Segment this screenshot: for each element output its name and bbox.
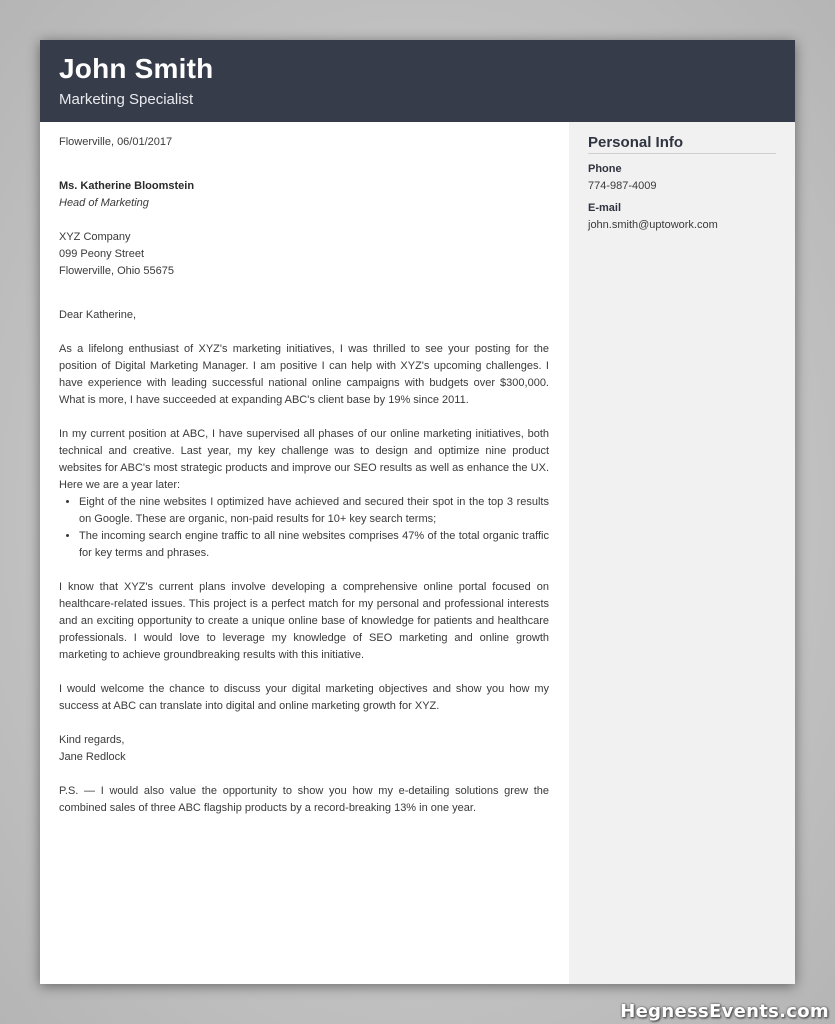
salutation: Dear Katherine, <box>59 309 137 321</box>
personal-info-sidebar <box>569 122 795 984</box>
email-value: john.smith@uptowork.com <box>588 219 718 231</box>
list-item: • Eight of the nine websites I optimized have achieved and secured their spot in the top 3 results on Google. These are organic, non-paid results for 10+ key search terms; <box>79 494 549 528</box>
closing-line: Kind regards, <box>59 734 125 746</box>
company-city: Flowerville, Ohio 55675 <box>59 265 174 277</box>
date-line: Flowerville, 06/01/2017 <box>59 136 173 148</box>
paragraph-intro: As a lifelong enthusiast of XYZ's marketing initiatives, I was thrilled to see your posting for the position of Digital Marketing Manager. I am positive I can help with XYZ's upcoming challenges. I have experience with leading successful national online campaigns with budgets over $300,000. What is more, I have succeeded at expanding ABC's client base by 19% since 2011. <box>59 343 549 406</box>
company-name: XYZ Company <box>59 231 131 243</box>
personal-info-heading: Personal Info <box>588 134 776 154</box>
applicant-title: Marketing Specialist <box>59 91 194 108</box>
company-street: 099 Peony Street <box>59 248 145 260</box>
applicant-name: John Smith <box>59 53 214 84</box>
document-page <box>40 40 795 984</box>
header-bar <box>40 40 795 122</box>
letter-body <box>59 122 549 817</box>
email-label: E-mail <box>588 202 622 214</box>
achievement-list <box>59 494 549 562</box>
paragraph-experience: In my current position at ABC, I have supervised all phases of our online marketing initiatives, both technical and creative. Last year, my key challenge was to design and optimize nine product websites for ABC's most strategic products and improve our SEO results as well as enhance the UX. Here we are a year later: <box>59 428 549 491</box>
signature-name: Jane Redlock <box>59 751 126 763</box>
paragraph-call-to-action: I would welcome the chance to discuss your digital marketing objectives and show you how my success at ABC can translate into digital and online marketing growth for XYZ. <box>59 683 549 712</box>
phone-value: 774-987-4009 <box>588 180 657 192</box>
list-item: • The incoming search engine traffic to all nine websites comprises 47% of the total organic traffic for key terms and phrases. <box>79 528 549 562</box>
watermark-text: HegnessEvents.com <box>620 1001 829 1022</box>
paragraph-motivation: I know that XYZ's current plans involve developing a comprehensive online portal focused on healthcare-related issues. This project is a perfect match for my personal and professional interests and an exciting opportunity to create a unique online base of knowledge for patients and healthcare professionals. I would love to leverage my knowledge of SEO marketing and online growth marketing to achieve groundbreaking results with this initiative. <box>59 581 549 661</box>
recipient-name: Ms. Katherine Bloomstein <box>59 180 195 192</box>
recipient-role: Head of Marketing <box>59 197 149 209</box>
postscript: P.S. — I would also value the opportunity to show you how my e-detailing solutions grew the combined sales of three ABC flagship products by a record-breaking 13% in one year. <box>59 785 549 814</box>
phone-label: Phone <box>588 163 622 175</box>
